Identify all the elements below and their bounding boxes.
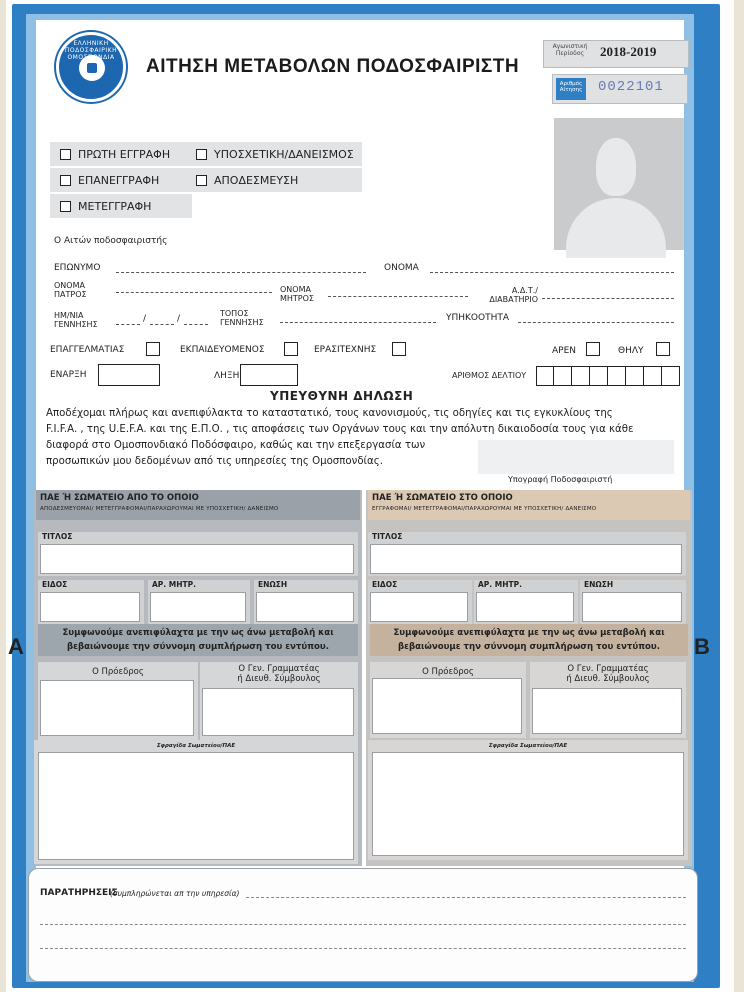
- panel-a-reg-input[interactable]: [150, 592, 246, 622]
- father-name-label: ΟΝΟΜΑ ΠΑΤΡΟΣ: [54, 281, 87, 299]
- female-label: ΘΗΛΥ: [618, 346, 644, 356]
- card-number-label: ΑΡΙΘΜΟΣ ΔΕΛΤΙΟΥ: [452, 371, 527, 380]
- father-name-field[interactable]: [116, 292, 272, 293]
- pob-field[interactable]: [280, 322, 436, 323]
- panel-a-secretary-signature[interactable]: [202, 688, 354, 736]
- surname-label: ΕΠΩΝΥΜΟ: [54, 263, 101, 273]
- mother-name-field[interactable]: [328, 296, 468, 297]
- panel-b-reg-field: ΑΡ. ΜΗΤΡ.: [474, 580, 578, 624]
- panel-a-title: ΠΑΕ Ή ΣΩΜΑΤΕΙΟ ΑΠΟ ΤΟ ΟΠΟΙΟ: [40, 493, 199, 503]
- logo-text: ΕΛΛΗΝΙΚΗ ΠΟΔΟΣΦΑΙΡΙΚΗ ΟΜΟΣΠΟΝΔΙΑ: [64, 40, 118, 61]
- panel-a-subtitle: ΑΠΟΔΕΣΜΕΥΟΜΑΙ/ ΜΕΤΕΓΓΡΑΦΟΜΑΙ/ΠΑΡΑΧΩΡΟΥΜΑΙ ΜΕ ΥΠΟΣΧΕΤΙΚΗ/ ΔΑΝΕΙΣΜΟ: [40, 506, 279, 512]
- end-field[interactable]: [240, 364, 298, 386]
- nationality-field[interactable]: [518, 322, 674, 323]
- digit-box[interactable]: [608, 366, 626, 386]
- panel-b-president-label: Ο Πρόεδρος: [422, 667, 474, 677]
- digit-box[interactable]: [536, 366, 554, 386]
- digit-box[interactable]: [644, 366, 662, 386]
- panel-a-stamp-label: Σφραγίδα Σωματείου/ΠΑΕ: [156, 743, 236, 749]
- digit-box[interactable]: [572, 366, 590, 386]
- declaration-text: Αποδέχομαι πλήρως και ανεπιφύλακτα το καταστατικό, τους κανονισμούς, τις οδηγίες και τις εγκυκλίους της F.I.F.A. , της U.E.F.A. και της Ε.Π.Ο. , τις αποφάσεις των Οργάνων τους και την απόλυτη δικαιοδοσία τους για κάθε διαφορά στο Ομοσπονδιακό Ποδόσφαιρο, καθώς και την επεξεργασία των προσωπικών μου δεδομένων από τις υπηρεσίες της Ομοσπονδίας.: [46, 408, 634, 467]
- trainee-label: ΕΚΠΑΙΔΕΥΟΜΕΝΟΣ: [180, 345, 265, 355]
- name-label: ΟΝΟΜΑ: [384, 263, 419, 273]
- checkbox[interactable]: [60, 175, 71, 186]
- signature-label: Υπογραφή Ποδοσφαιριστή: [508, 475, 613, 484]
- option-transfer[interactable]: [60, 195, 151, 217]
- panel-a-type-field: ΕΙΔΟΣ: [38, 580, 144, 624]
- dob-day-field[interactable]: [116, 324, 140, 325]
- amateur-label: ΕΡΑΣΙΤΕΧΝΗΣ: [314, 345, 377, 355]
- panel-a-union-field: ΕΝΩΣΗ: [254, 580, 358, 624]
- dob-month-field[interactable]: [150, 324, 174, 325]
- panel-b-secretary-signature[interactable]: [532, 688, 682, 734]
- applicant-intro: Ο Αιτών ποδοσφαιριστής: [54, 236, 168, 246]
- panel-b-subtitle: ΕΓΓΡΑΦΟΜΑΙ/ ΜΕΤΕΓΓΡΑΦΟΜΑΙ/ΠΑΡΑΧΩΡΟΥΜΑΙ ΜΕ ΥΠΟΣΧΕΤΙΚΗ/ ΔΑΝΕΙΣΜΟ: [372, 506, 597, 512]
- dob-separator: /: [177, 314, 181, 324]
- option-label: ΕΠΑΝΕΓΓΡΑΦΗ: [78, 173, 160, 187]
- panel-b-reg-input[interactable]: [476, 592, 574, 622]
- trainee-checkbox[interactable]: [284, 342, 298, 356]
- panel-b-type-input[interactable]: [370, 592, 468, 622]
- option-label: ΜΕΤΕΓΓΡΑΦΗ: [78, 199, 152, 213]
- option-label: ΠΡΩΤΗ ΕΓΓΡΑΦΗ: [78, 147, 171, 161]
- panel-b-secretary-label: Ο Γεν. Γραμματέας ή Διευθ. Σύμβουλος: [566, 664, 650, 684]
- start-label: ΕΝΑΡΞΗ: [50, 370, 87, 380]
- panel-b-title-input[interactable]: [370, 544, 682, 574]
- application-number: 0022101: [598, 79, 664, 95]
- panel-a-letter: A: [8, 634, 24, 659]
- professional-checkbox[interactable]: [146, 342, 160, 356]
- id-label: Α.Δ.Τ./ ΔΙΑΒΑΤΗΡΙΟ: [489, 286, 538, 304]
- amateur-checkbox[interactable]: [392, 342, 406, 356]
- panel-b-type-field: ΕΙΔΟΣ: [368, 580, 472, 624]
- digit-box[interactable]: [554, 366, 572, 386]
- end-label: ΛΗΞΗ: [214, 371, 240, 381]
- pob-label: ΤΟΠΟΣ ΓΕΝΝΗΣΗΣ: [220, 309, 264, 327]
- mother-name-label: ΟΝΟΜΑ ΜΗΤΡΟΣ: [280, 285, 314, 303]
- option-label: ΥΠΟΣΧΕΤΙΚΗ/ΔΑΝΕΙΣΜΟΣ: [214, 147, 354, 161]
- panel-a-secretary-label: Ο Γεν. Γραμματέας ή Διευθ. Σύμβουλος: [237, 664, 321, 684]
- panel-b-letter: B: [694, 634, 710, 659]
- notes-hint: (συμπληρώνεται απ την υπηρεσία): [110, 889, 240, 898]
- notes-line[interactable]: [40, 948, 686, 949]
- male-checkbox[interactable]: [586, 342, 600, 356]
- professional-label: ΕΠΑΓΓΕΛΜΑΤΙΑΣ: [50, 345, 125, 355]
- season-value: 2018-2019: [600, 44, 657, 59]
- checkbox[interactable]: [196, 149, 207, 160]
- panel-a-type-input[interactable]: [40, 592, 140, 622]
- panel-a-president-label: Ο Πρόεδρος: [92, 667, 144, 677]
- name-field[interactable]: [430, 272, 674, 273]
- form-title: ΑΙΤΗΣΗ ΜΕΤΑΒΟΛΩΝ ΠΟΔΟΣΦΑΙΡΙΣΤΗ: [146, 56, 520, 77]
- digit-box[interactable]: [590, 366, 608, 386]
- panel-a-stamp-area[interactable]: [38, 752, 354, 860]
- checkbox[interactable]: [60, 149, 71, 160]
- dob-separator: /: [143, 314, 147, 324]
- start-field[interactable]: [98, 364, 160, 386]
- card-number-field[interactable]: [536, 366, 680, 386]
- dob-year-field[interactable]: [184, 324, 208, 325]
- panel-a-title-input[interactable]: [40, 544, 354, 574]
- surname-field[interactable]: [116, 272, 366, 273]
- nationality-label: ΥΠΗΚΟΟΤΗΤΑ: [446, 313, 510, 323]
- panel-a-title-field: ΤΙΤΛΟΣ: [38, 532, 358, 576]
- panel-b-title: ΠΑΕ Ή ΣΩΜΑΤΕΙΟ ΣΤΟ ΟΠΟΙΟ: [372, 493, 513, 503]
- female-checkbox[interactable]: [656, 342, 670, 356]
- id-field[interactable]: [542, 298, 674, 299]
- notes-box[interactable]: [28, 868, 698, 982]
- season-label: Αγωνιστική Περίοδος: [552, 43, 588, 57]
- declaration-title: ΥΠΕΥΘΥΝΗ ΔΗΛΩΣΗ: [270, 389, 414, 403]
- panel-b-agreement: Συμφωνούμε ανεπιφύλαχτα με την ως άνω μεταβολή και βεβαιώνουμε την σύννομη συμπλήρωση του εντύπου.: [370, 624, 688, 656]
- application-number-label: Αριθμός Αίτησης: [556, 78, 586, 100]
- panel-b-stamp-label: Σφραγίδα Σωματείου/ΠΑΕ: [488, 743, 568, 749]
- option-label: ΑΠΟΔΕΣΜΕΥΣΗ: [214, 173, 299, 187]
- panel-b-title-field: ΤΙΤΛΟΣ: [368, 532, 686, 576]
- panel-a-reg-field: ΑΡ. ΜΗΤΡ.: [148, 580, 250, 624]
- panel-b-union-field: ΕΝΩΣΗ: [580, 580, 686, 624]
- person-silhouette-icon: [596, 138, 636, 196]
- dob-label: ΗΜ/ΝΙΑ ΓΕΝΝΗΣΗΣ: [54, 311, 98, 329]
- panel-b-president-signature[interactable]: [372, 678, 522, 734]
- checkbox[interactable]: [60, 201, 71, 212]
- panel-b-union-input[interactable]: [582, 592, 682, 622]
- panel-a-union-input[interactable]: [256, 592, 354, 622]
- option-re-registration[interactable]: [60, 169, 159, 191]
- option-loan[interactable]: [196, 143, 354, 165]
- notes-line[interactable]: [40, 924, 686, 925]
- notes-label: ΠΑΡΑΤΗΡΗΣΕΙΣ: [40, 888, 118, 898]
- panel-a-president-signature[interactable]: [40, 680, 194, 736]
- notes-line[interactable]: [246, 897, 686, 898]
- checkbox[interactable]: [196, 175, 207, 186]
- digit-box[interactable]: [662, 366, 680, 386]
- male-label: ΑΡΕΝ: [552, 346, 577, 356]
- panel-a-agreement: Συμφωνούμε ανεπιφύλαχτα με την ως άνω μεταβολή και βεβαιώνουμε την σύννομη συμπλήρωση του εντύπου.: [38, 624, 358, 656]
- option-first-registration[interactable]: [60, 143, 170, 165]
- option-release[interactable]: [196, 169, 298, 191]
- panel-b-stamp-area[interactable]: [372, 752, 684, 856]
- digit-box[interactable]: [626, 366, 644, 386]
